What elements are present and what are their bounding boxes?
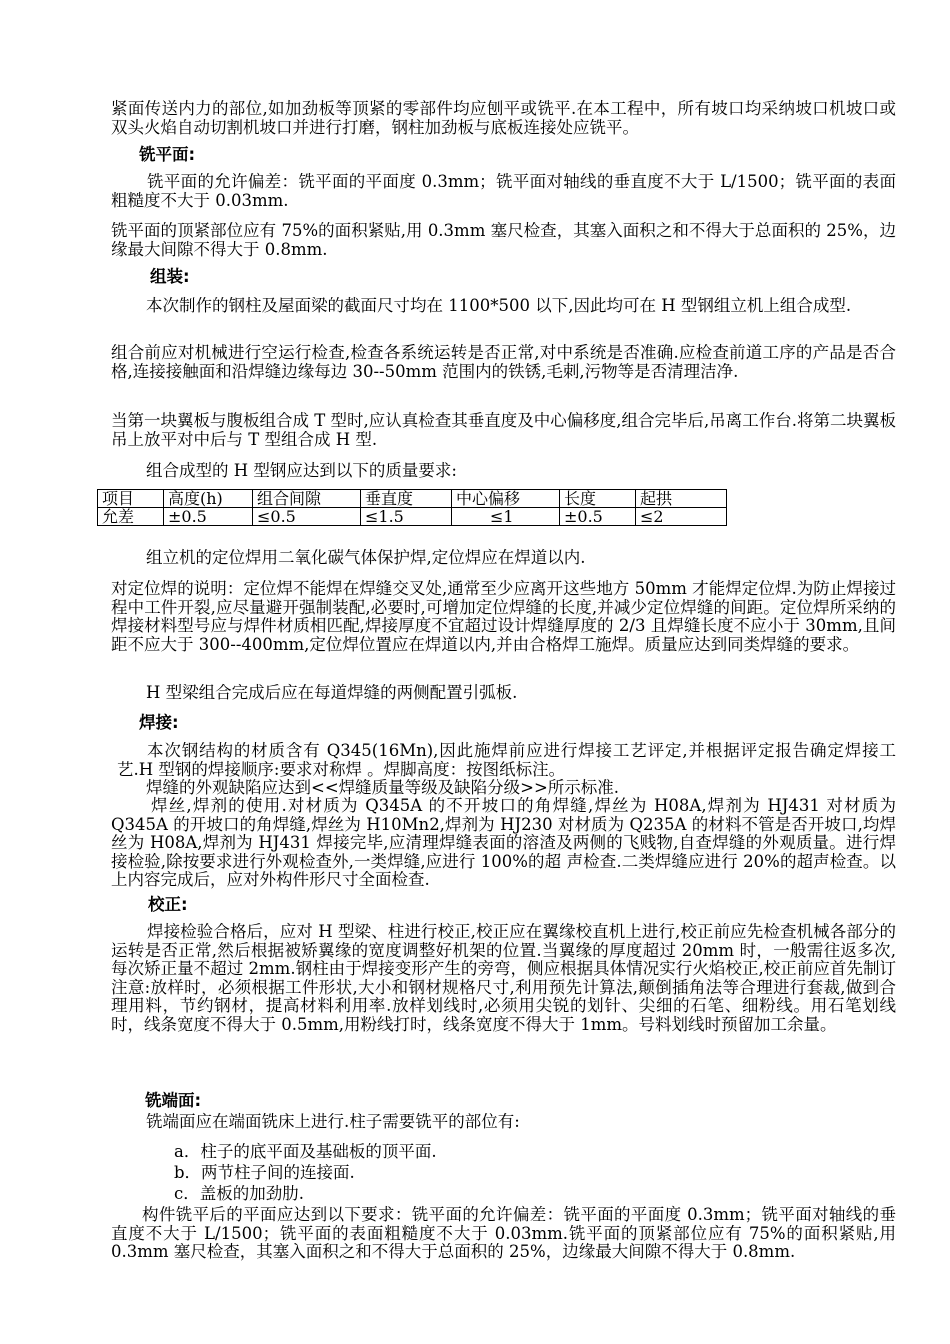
table-cell: 高度(h) [164, 490, 253, 508]
heading-assembly: 组装: [150, 267, 190, 286]
table-cell: 垂直度 [361, 490, 452, 508]
heading-end-milling: 铣端面: [145, 1091, 202, 1110]
table-cell: ≤1.5 [361, 508, 452, 526]
end-milling-paragraph-2: 构件铣平后的平面应达到以下要求：铣平面的允许偏差：铣平面的平面度 0.3mm；铣平面对轴线的垂直度不大于 L/1500；铣平面的表面粗糙度不大于 0.03mm.铣平面的顶紧部位应有 75%的面积紧贴,用 0.3mm 塞尺检查，其塞入面积之和不得大于总面积的 25%，边缘最大间隙不得大于 0.8mm. [111, 1205, 896, 1261]
assembly-paragraph-2: 组合前应对机械进行空运行检查,检查各系统运转是否正常,对中系统是否准确.应检查前道工序的产品是否合格,连接接触面和沿焊缝边缘每边 30--50mm 范围内的铁锈,毛刺,污物等是否清理洁净. [111, 343, 896, 381]
heading-mill-plane: 铣平面: [139, 145, 196, 164]
assembly-paragraph-5: 组立机的定位焊用二氧化碳气体保护焊,定位焊应在焊道以内. [146, 548, 586, 567]
table-cell: 起拱 [636, 490, 727, 508]
table-cell: 中心偏移 [452, 490, 560, 508]
table-row [98, 490, 727, 508]
table-cell: 允差 [98, 508, 164, 526]
table-cell: 长度 [560, 490, 636, 508]
end-milling-paragraph-1: 铣端面应在端面铣床上进行.柱子需要铣平的部位有: [146, 1112, 520, 1131]
welding-paragraph-2: 焊缝的外观缺陷应达到<<焊缝质量等级及缺陷分级>>所示标准. [146, 778, 620, 797]
list-item: c．盖板的加劲肋. [174, 1184, 304, 1203]
list-item: b．两节柱子间的连接面. [174, 1163, 355, 1182]
intro-paragraph: 紧面传送内力的部位,如加劲板等顶紧的零部件均应刨平或铣平.在本工程中，所有坡口均采纳坡口机坡口或双头火焰自动切割机坡口并进行打磨，钢柱加劲板与底板连接处应铣平。 [111, 99, 896, 137]
table-row [98, 508, 727, 526]
mill-plane-tolerance-paragraph: 铣平面的允许偏差：铣平面的平面度 0.3mm；铣平面对轴线的垂直度不大于 L/1500；铣平面的表面粗糙度不大于 0.03mm. [111, 172, 896, 210]
welding-paragraph-1: 本次钢结构的材质含有 Q345(16Mn),因此施焊前应进行焊接工艺评定,并根据评定报告确定焊接工艺.H 型钢的焊接顺序:要求对称焊 。焊脚高度：按图纸标注。 [117, 741, 896, 779]
table-cell: ±0.5 [560, 508, 636, 526]
quality-table [97, 489, 727, 526]
heading-welding: 焊接: [139, 713, 179, 732]
table-cell: 项目 [98, 490, 164, 508]
list-item: a．柱子的底平面及基础板的顶平面. [174, 1142, 437, 1161]
correction-paragraph: 焊接检验合格后，应对 H 型梁、柱进行校正,校正应在翼缘校直机上进行,校正前应先检查机械各部分的运转是否正常,然后根据被矫翼缘的宽度调整好机架的位置.当翼缘的厚度超过 20mm 时，一般需往返多次,每次矫正量不超过 2mm.钢柱由于焊接变形产生的旁弯，侧应根据具体情况实行火焰校正,校正前应首先制订注意:放样时，必须根据工件形状,大小和钢材规格尺寸,利用预先计算法,颠倒插角法等合理进行套裁,做到合理用料，节约钢材，提高材料利用率.放样划线时,必须用尖锐的划针、尖细的石笔、细粉线。用石笔划线时，线条宽度不得大于 0.5mm,用粉线打时，线条宽度不得大于 1mm。号料划线时预留加工余量。 [111, 922, 896, 1034]
table-cell: 组合间隙 [253, 490, 361, 508]
table-cell: ≤0.5 [253, 508, 361, 526]
table-cell: ≤2 [636, 508, 727, 526]
assembly-paragraph-3: 当第一块翼板与腹板组合成 T 型时,应认真检查其垂直度及中心偏移度,组合完毕后,吊离工作台.将第二块翼板吊上放平对中后与 T 型组合成 H 型. [111, 411, 896, 449]
welding-paragraph-3: 焊丝,焊剂的使用.对材质为 Q345A 的不开坡口的角焊缝,焊丝为 H08A,焊剂为 HJ431 对材质为 Q345A 的开坡口的角焊缝,焊丝为 H10Mn2,焊剂为 HJ230 对材质为 Q235A 的材料不管是否开坡口,均焊丝为 H08A,焊剂为 HJ431 焊接完毕,应清理焊缝表面的溶渣及两侧的飞贱物,自查焊缝的外观质量。进行焊接检验,除按要求进行外观检查外,一类焊缝,应进行 100%的超 声检查.二类焊缝应进行 20%的超声检查。以上内容完成后，应对外构件形尺寸全面检查. [111, 796, 896, 889]
assembly-paragraph-7: H 型梁组合完成后应在每道焊缝的两侧配置引弧板. [146, 683, 518, 702]
table-cell: ≤1 [452, 508, 560, 526]
table-cell: ±0.5 [164, 508, 253, 526]
assembly-paragraph-6: 对定位焊的说明：定位焊不能焊在焊缝交叉处,通常至少应离开这些地方 50mm 才能焊定位焊.为防止焊接过程中工件开裂,应尽量避开强制装配,必要时,可增加定位焊缝的长度,并减少定位焊缝的间距。定位焊所采纳的焊接材料型号应与焊件材质相匹配,焊接厚度不宜超过设计焊缝厚度的 2/3 且焊缝长度不应小于 30mm,且间距不应大于 300--400mm,定位焊位置应在焊道以内,并由合格焊工施焊。质量应达到同类焊缝的要求。 [111, 579, 896, 654]
assembly-paragraph-1: 本次制作的钢柱及屋面梁的截面尺寸均在 1100*500 以下,因此均可在 H 型钢组立机上组合成型. [146, 296, 852, 315]
assembly-paragraph-4: 组合成型的 H 型钢应达到以下的质量要求: [146, 461, 457, 480]
heading-correction: 校正: [148, 895, 188, 914]
mill-plane-contact-paragraph: 铣平面的顶紧部位应有 75%的面积紧贴,用 0.3mm 塞尺检查，其塞入面积之和不得大于总面积的 25%，边缘最大间隙不得大于 0.8mm. [111, 221, 896, 259]
